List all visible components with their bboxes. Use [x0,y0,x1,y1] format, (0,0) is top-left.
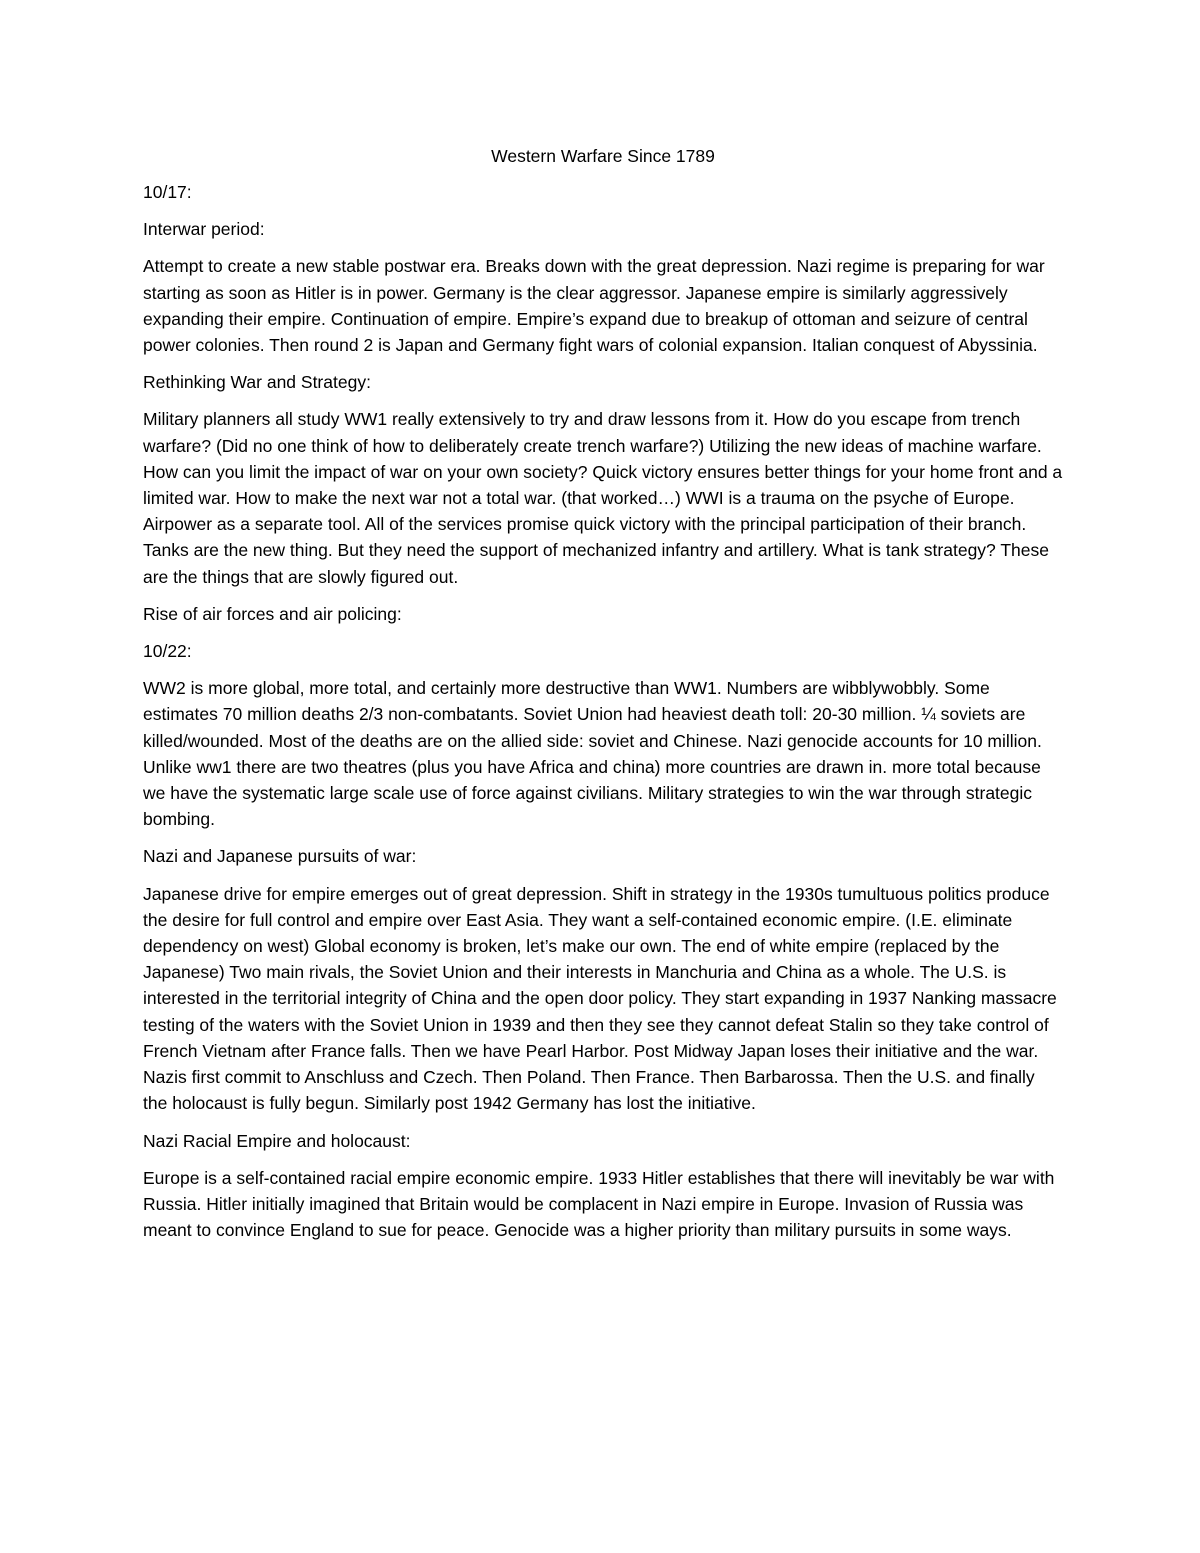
paragraph-interwar-period: Attempt to create a new stable postwar era. Breaks down with the great depression. Nazi regime is preparing for war starting as soon as Hitler is in power. Germany is the clear aggressor. Japanese empire is similarly aggressively expanding their empire. Continuation of empire. Empire’s expand due to breakup of ottoman and seizure of central power colonies. Then round 2 is Japan and Germany fight wars of colonial expansion. Italian conquest of Abyssinia. [143,256,1045,356]
paragraph-ww2-overview: WW2 is more global, more total, and certainly more destructive than WW1. Numbers are wibblywobbly. Some estimates 70 million deaths 2/3 non-combatants. Soviet Union had heaviest death toll: 20-30 million. ¼ soviets are killed/wounded. Most of the deaths are on the allied side: soviet and Chinese. Nazi genocide accounts for 10 million. Unlike ww1 there are two theatres (plus you have Africa and china) more countries are drawn in. more total because we have the systematic large scale use of force against civilians. Military strategies to win the war through strategic bombing. [143,678,1042,830]
paragraph-nazi-racial-empire: Europe is a self-contained racial empire economic empire. 1933 Hitler establishes that there will inevitably be war with Russia. Hitler initially imagined that Britain would be complacent in Nazi empire in Europe. Invasion of Russia was meant to convince England to sue for peace. Genocide was a higher priority than military pursuits in some ways. [143,1167,1055,1241]
paragraph-nazi-japanese-pursuits: Japanese drive for empire emerges out of great depression. Shift in strategy in the 1930s tumultuous politics produce the desire for full control and empire over East Asia. They want a self-contained economic empire. (I.E. eliminate dependency on west) Global economy is broken, let’s make our own. The end of white empire (replaced by the Japanese) Two main rivals, the Soviet Union and their interests in Manchuria and China as a whole. The U.S. is interested in the territorial integrity of China and the open door policy. They start expanding in 1937 Nanking massacre testing of the waters with the Soviet Union in 1939 and then they see they cannot defeat Stalin so they take control of French Vietnam after France falls. Then we have Pearl Harbor. Post Midway Japan loses their initiative and the war. Nazis first commit to Anschluss and Czech. Then Poland. Then France. Then Barbarossa. Then the U.S. and finally the holocaust is fully begun. Similarly post 1942 Germany has lost the initiative. [143,883,1057,1114]
section-heading-nazi-japanese-pursuits: Nazi and Japanese pursuits of war: [143,846,417,867]
section-heading-air-forces: Rise of air forces and air policing: [143,603,402,624]
section-heading-nazi-racial-empire: Nazi Racial Empire and holocaust: [143,1130,411,1151]
section-heading-interwar-period: Interwar period: [143,219,265,240]
document-body [143,143,1063,1254]
date-heading-10-17: 10/17: [143,182,192,202]
document-title: Western Warfare Since 1789 [491,146,715,166]
paragraph-rethinking-war: Military planners all study WW1 really extensively to try and draw lessons from it. How do you escape from trench warfare? (Did no one think of how to deliberately create trench warfare?) Utilizing the new ideas of machine warfare. How can you limit the impact of war on your own society? Quick victory ensures better things for your home front and a limited war. How to make the next war not a total war. (that worked…) WWI is a trauma on the psyche of Europe. Airpower as a separate tool. All of the services promise quick victory with the principal participation of their branch. Tanks are the new thing. But they need the support of mechanized infantry and artillery. What is tank strategy? These are the things that are slowly figured out. [143,409,1063,587]
date-heading-10-22: 10/22: [143,641,192,662]
section-heading-rethinking-war: Rethinking War and Strategy: [143,372,371,393]
